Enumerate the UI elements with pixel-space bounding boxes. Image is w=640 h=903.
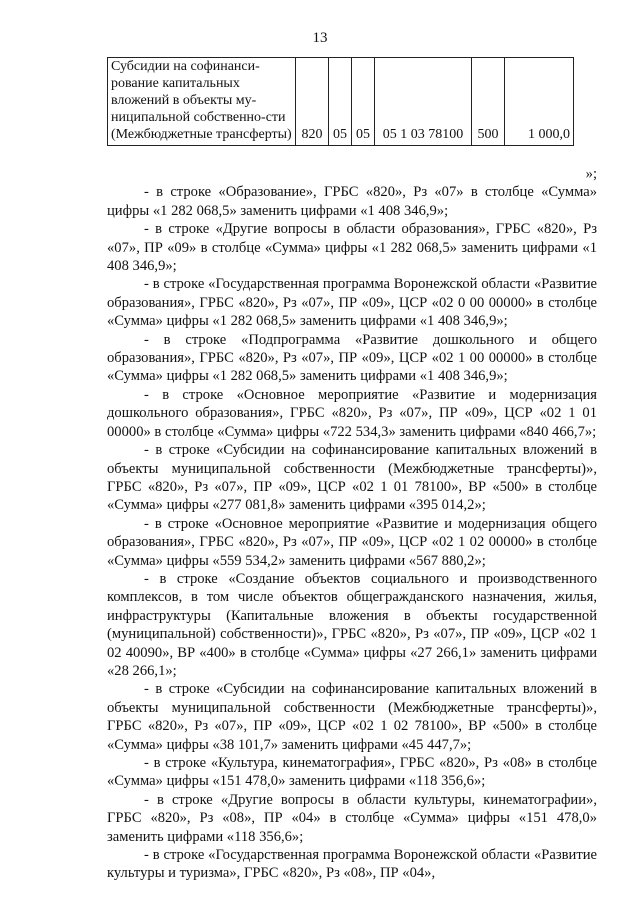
paragraph: - в строке «Другие вопросы в области образования», ГРБС «820», Рз «07», ПР «09» в столбце «Сумма» цифры «1 282 068,5» заменить цифрами «1 408 346,9»; [107,221,597,275]
table-cell-grbs: 820 [296,58,329,146]
page-number: 13 [312,30,328,46]
closing-quote: »; [585,166,597,182]
budget-table [107,57,574,146]
paragraph: - в строке «Подпрограмма «Развитие дошкольного и общего образования», ГРБС «820», Рз «07», ПР «09», ЦСР «02 1 00 00000» в столбце «Сумма» цифры «1 282 068,5» заменить цифрами «1 408 346,9»; [107,331,597,385]
paragraph: - в строке «Создание объектов социального и производственного комплексов, в том числе объектов общегражданского назначения, жилья, инфраструктуры (Капитальные вложения в объекты государственной (муниципальной) собственности)», ГРБС «820», Рз «07», ПР «09», ЦСР «02 1 02 40090», ВР «400» в столбце «Сумма» цифры «27 266,1» заменить цифрами «28 266,1»; [107,570,597,679]
amendments-text [107,165,597,883]
table-row [108,58,574,146]
table-cell-sum: 1 000,0 [505,58,574,146]
paragraph: - в строке «Культура, кинематография», ГРБС «820», Рз «08» в столбце «Сумма» цифры «151 478,0» заменить цифрами «118 356,6»; [107,755,597,790]
paragraph: - в строке «Основное мероприятие «Развитие и модернизация общего образования», ГРБС «820», Рз «07», ПР «09», ЦСР «02 1 02 00000» в столбце «Сумма» цифры «559 534,2» заменить цифрами «567 880,2»; [107,515,597,569]
table-cell-vr: 500 [472,58,505,146]
paragraph: - в строке «Другие вопросы в области культуры, кинематографии», ГРБС «820», Рз «08», ПР «04» в столбце «Сумма» цифры «151 478,0» заменить цифрами «118 356,6»; [107,791,597,845]
paragraph: - в строке «Основное мероприятие «Развитие и модернизация дошкольного образования», ГРБС «820», Рз «07», ПР «09», ЦСР «02 1 01 00000» в столбце «Сумма» цифры «722 534,3» заменить цифрами «840 466,7»; [107,386,597,440]
paragraph: - в строке «Государственная программа Воронежской области «Развитие культуры и туризма», ГРБС «820», Рз «08», ПР «04», [107,847,597,882]
paragraph: - в строке «Субсидии на софинансирование капитальных вложений в объекты муниципальной собственности (Межбюджетные трансферты)», ГРБС «820», Рз «07», ПР «09», ЦСР «02 1 02 78100», ВР «500» в столбце «Сумма» цифры «38 101,7» заменить цифрами «45 447,7»; [107,681,597,753]
paragraph: - в строке «Государственная программа Воронежской области «Развитие образования», ГРБС «820», Рз «07», ПР «09», ЦСР «02 0 00 00000» в столбце «Сумма» цифры «1 282 068,5» заменить цифрами «1 408 346,9»; [107,276,597,330]
paragraph: - в строке «Образование», ГРБС «820», Рз «07» в столбце «Сумма» цифры «1 282 068,5» заменить цифрами «1 408 346,9»; [107,184,597,219]
table-cell-pr: 05 [352,58,375,146]
table-cell-csr: 05 1 03 78100 [375,58,472,146]
table-cell-rz: 05 [329,58,352,146]
paragraph: - в строке «Субсидии на софинансирование капитальных вложений в объекты муниципальной собственности (Межбюджетные трансферты)», ГРБС «820», Рз «07», ПР «09», ЦСР «02 1 01 78100», ВР «500» в столбце «Сумма» цифры «277 081,8» заменить цифрами «395 014,2»; [107,442,597,514]
table-cell-name: Субсидии на софинанси-рование капитальных вложений в объекты му-ниципальной собственно-сти (Межбюджетные трансферты) [108,58,296,146]
